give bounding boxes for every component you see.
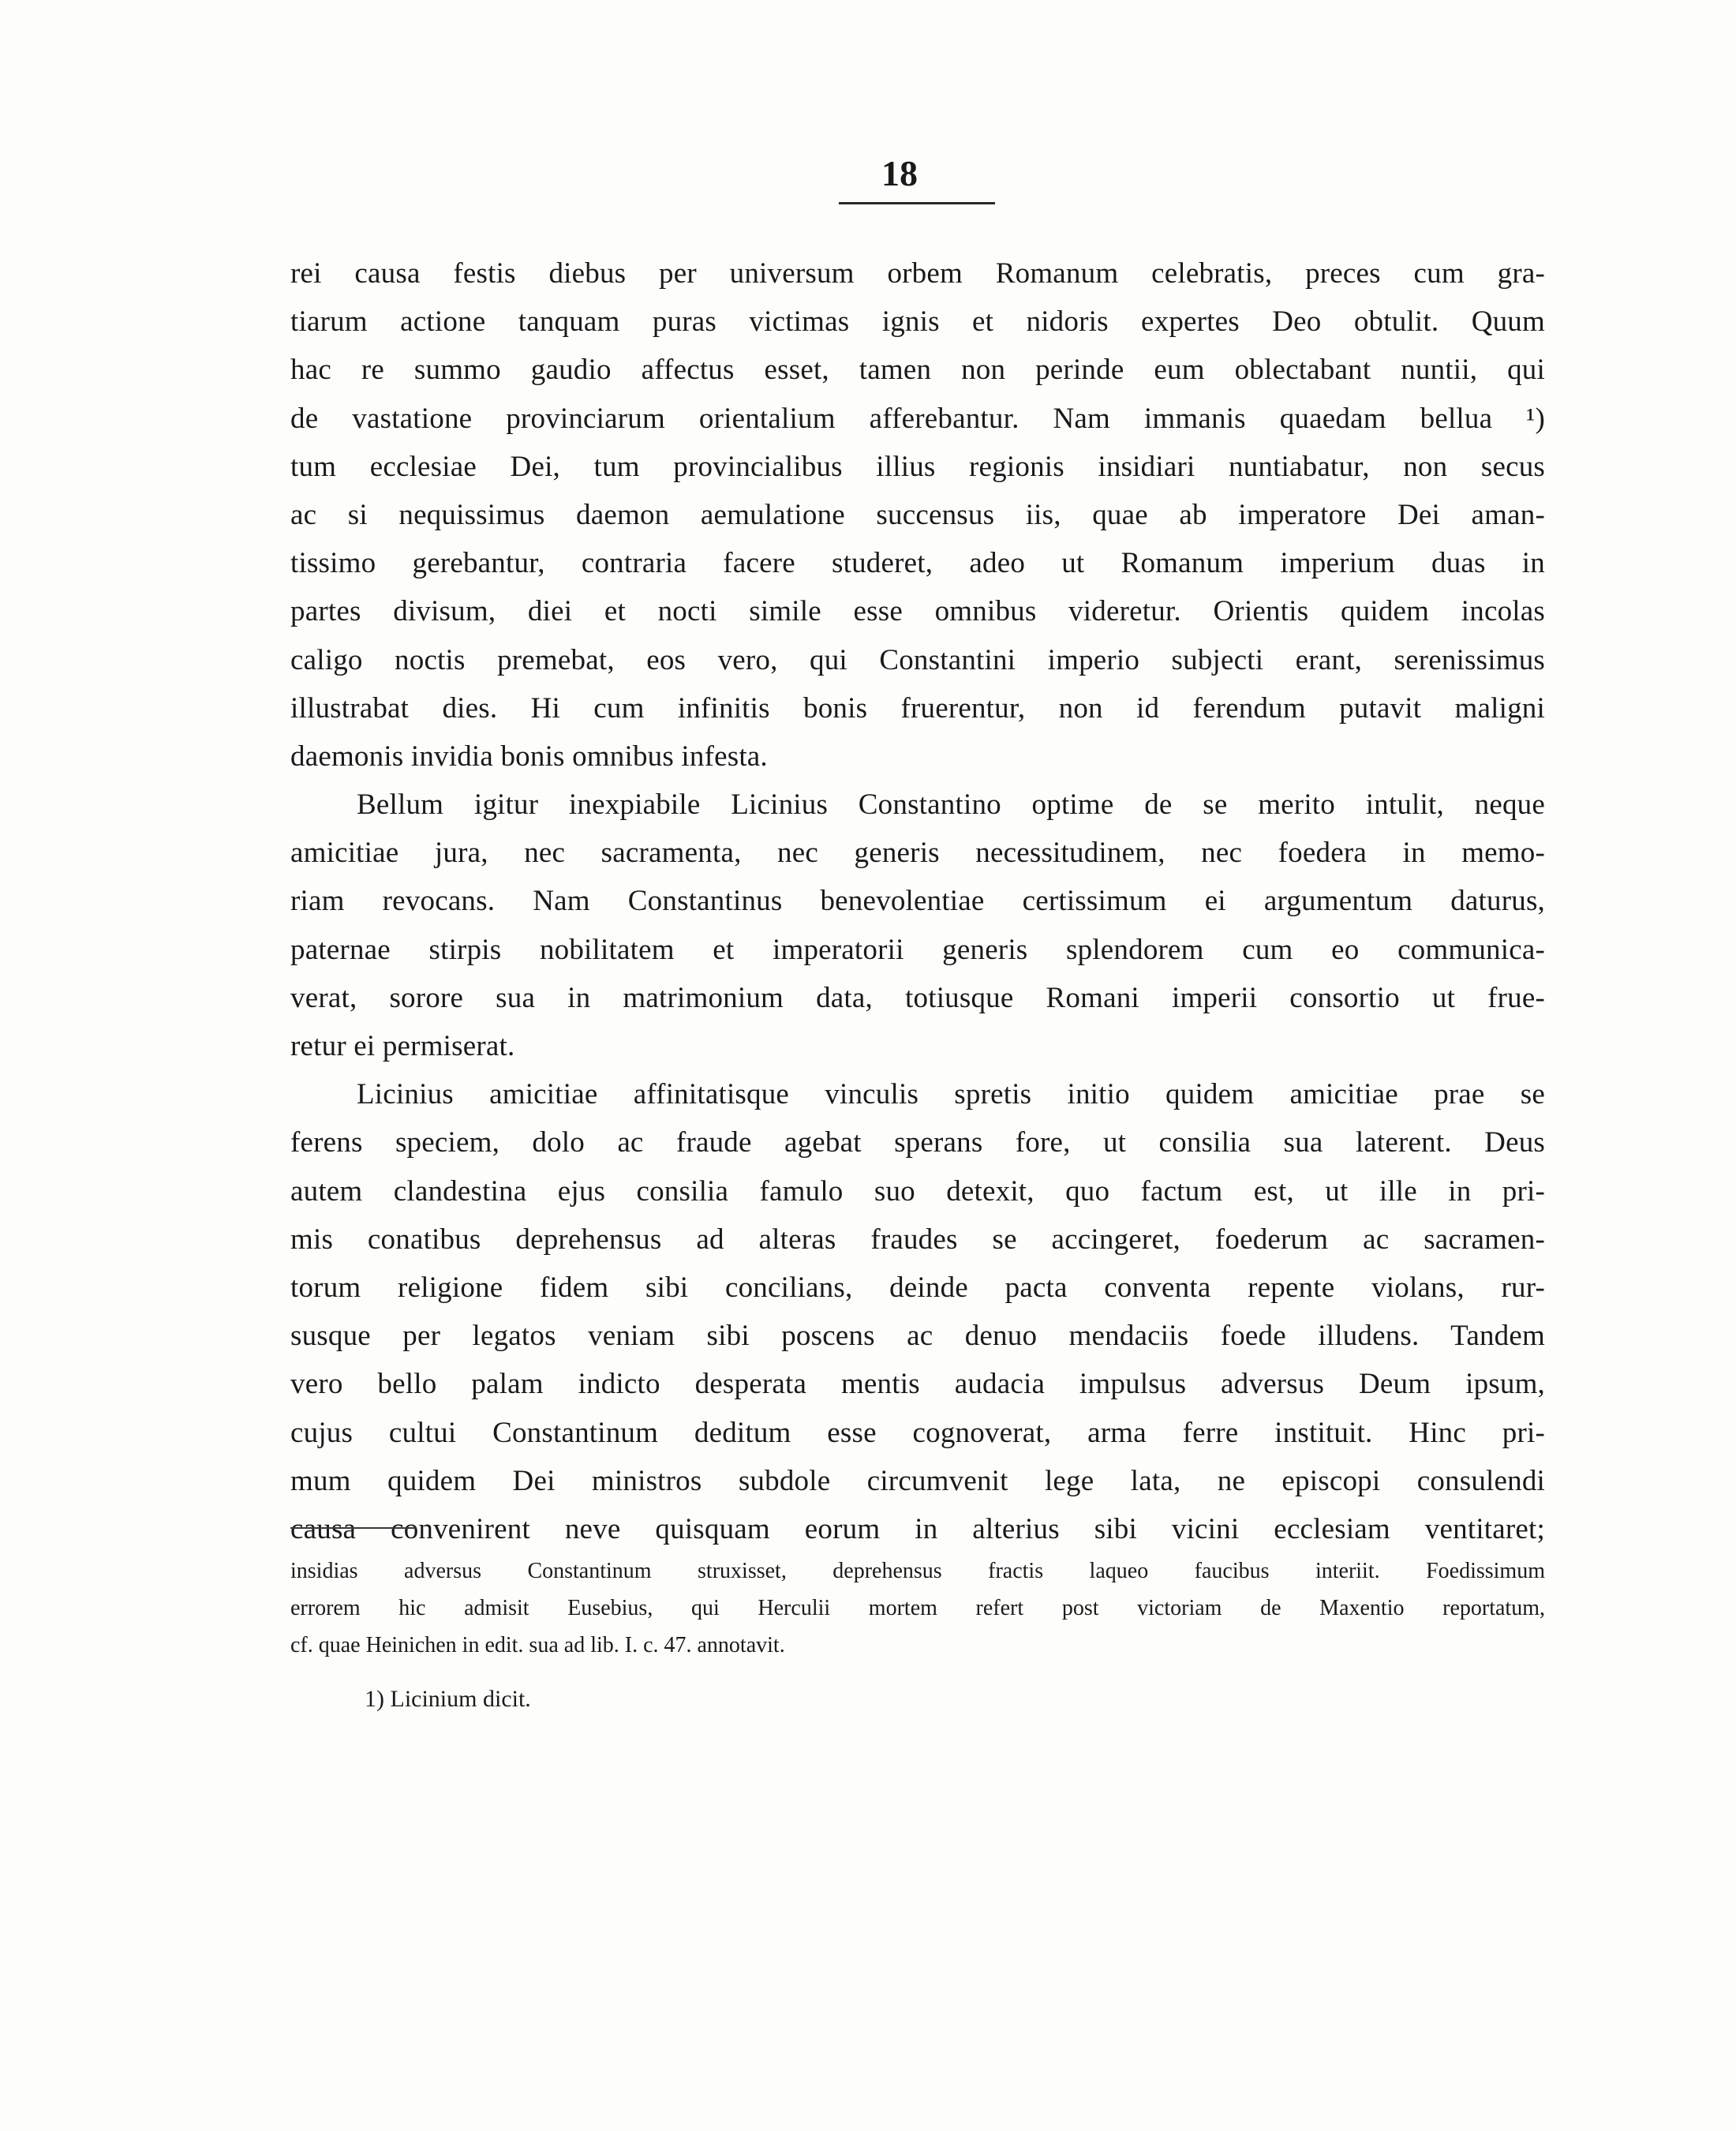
text-line: verat, sorore sua in matrimonium data, totiusque Romani imperii consortio ut frue- bbox=[290, 981, 1545, 1014]
text-line: partes divisum, diei et nocti simile esse omnibus videretur. Orientis quidem incolas bbox=[290, 595, 1545, 628]
footnote-rule bbox=[290, 1527, 417, 1529]
text-line: autem clandestina ejus consilia famulo suo detexit, quo factum est, ut ille in pri- bbox=[290, 1174, 1545, 1208]
text-line: tum ecclesiae Dei, tum provincialibus illius regionis insidiari nuntiabatur, non secus bbox=[290, 450, 1545, 483]
footnote-line: insidias adversus Constantinum struxisset, deprehensus fractis laqueo faucibus interiit. Foedissimum bbox=[290, 1559, 1545, 1583]
text-line: cujus cultui Constantinum deditum esse cognoverat, arma ferre instituit. Hinc pri- bbox=[290, 1416, 1545, 1449]
text-line: tissimo gerebantur, contraria facere studeret, adeo ut Romanum imperium duas in bbox=[290, 547, 1545, 580]
footnote-text: Licinium dicit. bbox=[390, 1686, 531, 1712]
footnote-marker: 1) bbox=[365, 1686, 384, 1712]
text-line: vero bello palam indicto desperata mentis audacia impulsus adversus Deum ipsum, bbox=[290, 1368, 1545, 1401]
text-line: caligo noctis premebat, eos vero, qui Constantini imperio subjecti erant, serenissimus bbox=[290, 643, 1545, 676]
footnote-line: errorem hic admisit Eusebius, qui Herculii mortem refert post victoriam de Maxentio reportatum, bbox=[290, 1596, 1545, 1620]
page-number-rule bbox=[839, 202, 995, 204]
paragraph-start-line: Licinius amicitiae affinitatisque vinculis spretis initio quidem amicitiae prae se bbox=[357, 1078, 1545, 1111]
text-line: retur ei permiserat. bbox=[290, 1030, 515, 1062]
paragraph-start-line: Bellum igitur inexpiabile Licinius Constantino optime de se merito intulit, neque bbox=[357, 788, 1545, 822]
text-line: ferens speciem, dolo ac fraude agebat sperans fore, ut consilia sua laterent. Deus bbox=[290, 1126, 1545, 1159]
text-line: susque per legatos veniam sibi poscens ac denuo mendaciis foede illudens. Tandem bbox=[290, 1320, 1545, 1353]
text-line: illustrabat dies. Hi cum infinitis bonis fruerentur, non id ferendum putavit maligni bbox=[290, 691, 1545, 725]
text-line: causa convenirent neve quisquam eorum in alterius sibi vicini ecclesiam ventitaret; bbox=[290, 1512, 1545, 1545]
text-line: riam revocans. Nam Constantinus benevolentiae certissimum ei argumentum daturus, bbox=[290, 885, 1545, 918]
text-line: ac si nequissimus daemon aemulatione succensus iis, quae ab imperatore Dei aman- bbox=[290, 498, 1545, 531]
main-text bbox=[290, 249, 1545, 1553]
text-line: torum religione fidem sibi concilians, deinde pacta conventa repente violans, rur- bbox=[290, 1271, 1545, 1304]
text-line: daemonis invidia bonis omnibus infesta. bbox=[290, 740, 768, 773]
continued-footnote bbox=[290, 1552, 1545, 1664]
text-line: mum quidem Dei ministros subdole circumvenit lege lata, ne episcopi consulendi bbox=[290, 1464, 1545, 1497]
text-line: paternae stirpis nobilitatem et imperatorii generis splendorem cum eo communica- bbox=[290, 933, 1545, 966]
text-line: amicitiae jura, nec sacramenta, nec generis necessitudinem, nec foedera in memo- bbox=[290, 837, 1545, 870]
text-line: hac re summo gaudio affectus esset, tamen non perinde eum oblectabant nuntii, qui bbox=[290, 354, 1545, 387]
footnote-line: cf. quae Heinichen in edit. sua ad lib. I. c. 47. annotavit. bbox=[290, 1633, 785, 1657]
text-line: de vastatione provinciarum orientalium afferebantur. Nam immanis quaedam bellua ¹) bbox=[290, 402, 1545, 435]
footnote-1 bbox=[365, 1680, 531, 1719]
text-line: mis conatibus deprehensus ad alteras fraudes se accingeret, foederum ac sacramen- bbox=[290, 1223, 1545, 1256]
page-number: 18 bbox=[881, 153, 918, 193]
text-line: tiarum actione tanquam puras victimas ignis et nidoris expertes Deo obtulit. Quum bbox=[290, 305, 1545, 339]
text-line: rei causa festis diebus per universum orbem Romanum celebratis, preces cum gra- bbox=[290, 257, 1545, 290]
